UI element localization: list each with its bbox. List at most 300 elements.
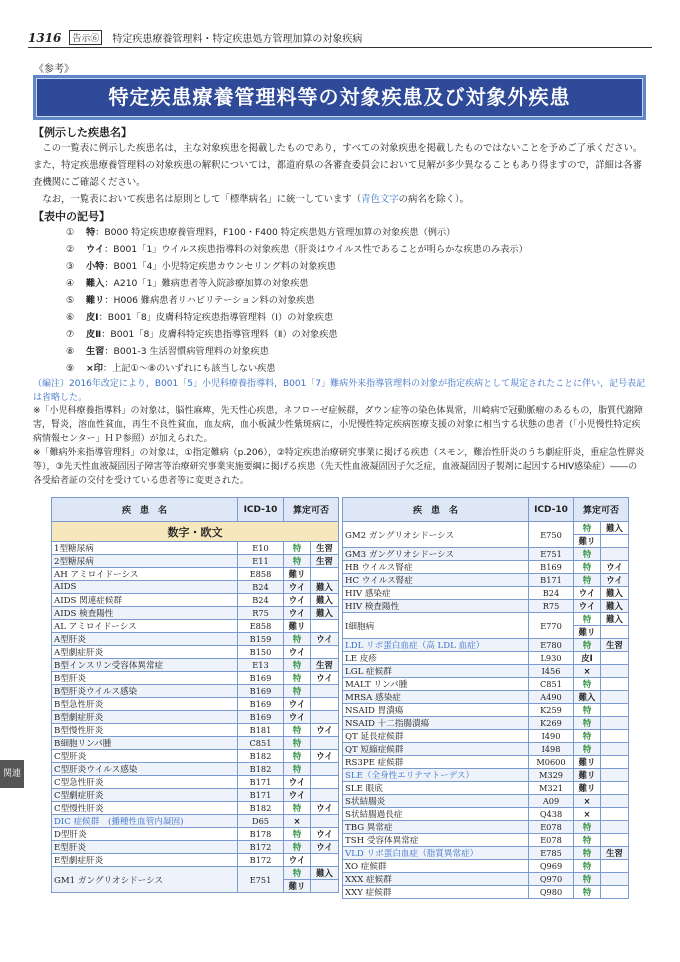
calc-mark-3: 難リ: [574, 535, 601, 548]
icd-code: B24: [238, 581, 284, 594]
table-row: [343, 795, 629, 808]
icd-code: B181: [238, 724, 284, 737]
icd-code: C851: [529, 678, 574, 691]
icd-code: E750: [529, 522, 574, 548]
disease-name: TBG 異常症: [343, 821, 529, 834]
disease-name: D型肝炎: [52, 828, 238, 841]
symbol-key: 難リ: [86, 295, 105, 306]
calc-mark-1: 皮Ⅰ: [574, 652, 601, 665]
page-number: 1316: [28, 31, 62, 45]
table-row: [343, 717, 629, 730]
icd-code: B182: [238, 750, 284, 763]
table-row: [343, 600, 629, 613]
disease-name: E型劇症肝炎: [52, 854, 238, 867]
symbol-key: ×印: [86, 363, 103, 374]
disease-name: S状結腸過長症: [343, 808, 529, 821]
calc-mark-1: ウイ: [574, 600, 601, 613]
table-row: [52, 750, 339, 763]
disease-name: GM1 ガングリオシドーシス: [52, 867, 238, 893]
icd-code: B150: [238, 646, 284, 659]
disease-name: B型肝炎ウイルス感染: [52, 685, 238, 698]
table-row: [343, 821, 629, 834]
calc-mark-2: [601, 652, 629, 665]
symbol-key: 小特: [86, 261, 105, 272]
table-row: [343, 886, 629, 899]
calc-mark-2: [601, 860, 629, 873]
calc-mark-2: ウイ: [601, 574, 629, 587]
calc-mark-2: 難入: [601, 613, 629, 626]
symbol-number: ①: [66, 227, 75, 238]
icd-code: Q438: [529, 808, 574, 821]
calc-mark-1: 特: [574, 860, 601, 873]
icd-code: B172: [238, 841, 284, 854]
calc-mark-2: [311, 737, 339, 750]
calc-mark-2: ウイ: [311, 672, 339, 685]
calc-mark-1: 特: [284, 633, 311, 646]
calc-mark-1: ウイ: [284, 711, 311, 724]
disease-name: SLE 眼底: [343, 782, 529, 795]
icd-code: Q980: [529, 886, 574, 899]
calc-mark-2: 難入: [311, 867, 339, 880]
table-row: [52, 841, 339, 854]
table-row: [343, 665, 629, 678]
disease-name: AL アミロイドーシス: [52, 620, 238, 633]
calc-mark-1: 特: [574, 613, 601, 626]
section-heading-examples: 【例示した疾患名】: [33, 126, 132, 139]
symbol-item: [66, 309, 646, 326]
symbol-desc: ：B000 特定疾患療養管理料，F100・F400 特定疾患処方管理加算の対象疾患（例示）: [95, 227, 456, 238]
icd-code: R75: [529, 600, 574, 613]
icd-code: Q970: [529, 873, 574, 886]
calc-mark-2: [601, 665, 629, 678]
calc-mark-2: [311, 568, 339, 581]
symbol-desc: ：B001「8」皮膚科特定疾患指導管理料（Ⅰ）の対象疾患: [98, 312, 334, 323]
calc-mark-2: 難入: [601, 600, 629, 613]
icd-code: B169: [238, 685, 284, 698]
disease-name: C型劇症肝炎: [52, 789, 238, 802]
disease-name: TSH 受容体異常症: [343, 834, 529, 847]
disease-name: LGL 症候群: [343, 665, 529, 678]
calc-mark-1: 特: [574, 886, 601, 899]
disease-name: GM2 ガングリオシドーシス: [343, 522, 529, 548]
symbol-item: [66, 241, 646, 258]
icd-code: M0600: [529, 756, 574, 769]
calc-mark-2: ウイ: [311, 802, 339, 815]
calc-mark-1: 特: [284, 542, 311, 555]
table-row: [343, 769, 629, 782]
symbol-item: [66, 224, 646, 241]
col-header-icd: ICD-10: [529, 498, 574, 522]
calc-mark-2: [601, 782, 629, 795]
calc-mark-1: 特: [574, 561, 601, 574]
icd-code: K259: [529, 704, 574, 717]
calc-mark-2: [311, 711, 339, 724]
icd-code: E770: [529, 613, 574, 639]
calc-mark-1: 特: [284, 659, 311, 672]
calc-mark-1: 難入: [574, 691, 601, 704]
disease-name: HIV 感染症: [343, 587, 529, 600]
calc-mark-1: ウイ: [284, 646, 311, 659]
table-row: [52, 698, 339, 711]
calc-mark-1: 特: [574, 847, 601, 860]
symbol-number: ②: [66, 244, 75, 255]
disease-name: B型インスリン受容体異常症: [52, 659, 238, 672]
calc-mark-1: 特: [574, 730, 601, 743]
symbol-desc: ：B001「8」皮膚科特定疾患指導管理料（Ⅱ）の対象疾患: [101, 329, 338, 340]
calc-mark-1: 難リ: [284, 620, 311, 633]
calc-mark-1: 特: [284, 672, 311, 685]
icd-code: B178: [238, 828, 284, 841]
calc-mark-2: [601, 717, 629, 730]
disease-name: HIV 検査陽性: [343, 600, 529, 613]
symbol-item: [66, 275, 646, 292]
calc-mark-1: 特: [574, 743, 601, 756]
calc-mark-1: ウイ: [284, 698, 311, 711]
icd-code: E13: [238, 659, 284, 672]
icd-code: E10: [238, 542, 284, 555]
calc-mark-1: ×: [284, 815, 311, 828]
calc-mark-empty: [601, 626, 629, 639]
symbol-key: 特: [86, 227, 96, 238]
calc-mark-2: [311, 763, 339, 776]
calc-mark-1: 特: [574, 834, 601, 847]
table-row: [52, 802, 339, 815]
calc-mark-1: 難リ: [284, 568, 311, 581]
calc-mark-1: 特: [574, 704, 601, 717]
calc-mark-2: 難入: [601, 587, 629, 600]
symbol-item: [66, 326, 646, 343]
col-header-icd: ICD-10: [238, 498, 284, 522]
icd-code: B169: [238, 672, 284, 685]
calc-mark-1: ウイ: [284, 607, 311, 620]
disease-table-left: [51, 497, 339, 893]
calc-mark-2: [601, 704, 629, 717]
table-row: [343, 808, 629, 821]
table-row: [52, 854, 339, 867]
disease-name: MALT リンパ腫: [343, 678, 529, 691]
col-header-calc: 算定可否: [574, 498, 629, 522]
disease-name: HB ウイルス腎症: [343, 561, 529, 574]
disease-name: QT 延長症候群: [343, 730, 529, 743]
disease-name: VLD リポ蛋白血症（脂質異常症）: [343, 847, 529, 860]
calc-mark-2: ウイ: [311, 750, 339, 763]
calc-mark-3: 難リ: [284, 880, 311, 893]
disease-name: AIDS 検査陽性: [52, 607, 238, 620]
calc-mark-1: 難リ: [574, 782, 601, 795]
disease-name: Ⅰ細胞病: [343, 613, 529, 639]
calc-mark-2: 生習: [311, 659, 339, 672]
calc-mark-1: ウイ: [284, 776, 311, 789]
table-row: [343, 743, 629, 756]
symbol-number: ⑨: [66, 363, 75, 374]
table-row: [52, 789, 339, 802]
calc-mark-1: ×: [574, 808, 601, 821]
symbol-desc: ：B001「1」ウイルス疾患指導料の対象疾患（肝炎はウイルス性であることが明らかな疾患のみ表示）: [104, 244, 528, 255]
disease-name: C型肝炎: [52, 750, 238, 763]
table-row: [52, 633, 339, 646]
table-row: [52, 620, 339, 633]
disease-name: LDL リポ蛋白血症（高 LDL 血症）: [343, 639, 529, 652]
icd-code: Q969: [529, 860, 574, 873]
icd-code: B24: [238, 594, 284, 607]
calc-mark-2: [601, 873, 629, 886]
calc-mark-2: [311, 620, 339, 633]
icd-code: M329: [529, 769, 574, 782]
calc-mark-1: 特: [284, 685, 311, 698]
table-row: [52, 646, 339, 659]
disease-name: AIDS 関連症候群: [52, 594, 238, 607]
table-row: [343, 730, 629, 743]
icd-code: I456: [529, 665, 574, 678]
disease-name: XO 症候群: [343, 860, 529, 873]
col-header-name: 疾 患 名: [52, 498, 238, 522]
table-row: [343, 652, 629, 665]
symbol-key: 難入: [86, 278, 105, 289]
table-row: [343, 756, 629, 769]
banner-title: 特定疾患療養管理料等の対象疾患及び対象外疾患: [33, 75, 646, 120]
disease-name: B型慢性肝炎: [52, 724, 238, 737]
icd-code: I490: [529, 730, 574, 743]
symbol-number: ④: [66, 278, 75, 289]
icd-code: B24: [529, 587, 574, 600]
calc-mark-2: [601, 821, 629, 834]
group-heading: 数字・欧文: [52, 522, 339, 542]
disease-name: GM3 ガングリオシドーシス: [343, 548, 529, 561]
disease-name: B細胞リンパ腫: [52, 737, 238, 750]
table-row: [52, 685, 339, 698]
icd-code: B182: [238, 802, 284, 815]
calc-mark-1: 難リ: [574, 756, 601, 769]
table-row: [343, 782, 629, 795]
calc-mark-1: ウイ: [284, 854, 311, 867]
disease-name: B型劇症肝炎: [52, 711, 238, 724]
icd-code: A490: [529, 691, 574, 704]
calc-mark-2: 生習: [601, 847, 629, 860]
table-row: [343, 847, 629, 860]
disease-name: B型肝炎: [52, 672, 238, 685]
disease-name: MRSA 感染症: [343, 691, 529, 704]
disease-name: B型急性肝炎: [52, 698, 238, 711]
icd-code: E858: [238, 568, 284, 581]
calc-mark-1: 特: [574, 717, 601, 730]
disease-name: XXY 症候群: [343, 886, 529, 899]
disease-name: LE 皮疹: [343, 652, 529, 665]
disease-name: E型肝炎: [52, 841, 238, 854]
notice-tag: 告示⑥: [69, 30, 102, 45]
calc-mark-2: 難入: [601, 522, 629, 535]
calc-mark-2: [601, 808, 629, 821]
disease-name: 1型糖尿病: [52, 542, 238, 555]
symbol-item: [66, 258, 646, 275]
calc-mark-2: [311, 815, 339, 828]
calc-mark-1: 特: [284, 802, 311, 815]
icd-code: R75: [238, 607, 284, 620]
symbol-item: [66, 292, 646, 309]
calc-mark-1: 特: [574, 873, 601, 886]
calc-mark-1: 特: [284, 828, 311, 841]
calc-mark-1: 特: [284, 750, 311, 763]
calc-mark-2: [311, 854, 339, 867]
disease-name: AIDS: [52, 581, 238, 594]
calc-mark-2: [601, 756, 629, 769]
icd-code: B171: [529, 574, 574, 587]
calc-mark-1: 特: [284, 555, 311, 568]
editor-note: （編注）2016年改定により，B001「5」小児科療養指導料，B001「7」難病外来指導管理料の対象が指定疾病として規定されたことに伴い，記号表記は省略した。: [33, 379, 646, 403]
calc-mark-2: [311, 698, 339, 711]
calc-mark-2: 生習: [601, 639, 629, 652]
icd-code: C851: [238, 737, 284, 750]
table-row: [52, 568, 339, 581]
calc-mark-1: 特: [574, 821, 601, 834]
calc-mark-2: 難入: [311, 594, 339, 607]
calc-mark-2: [601, 795, 629, 808]
table-row: [52, 724, 339, 737]
calc-mark-2: 難入: [311, 607, 339, 620]
calc-mark-2: [311, 789, 339, 802]
disease-name: NSAID 十二指腸潰瘍: [343, 717, 529, 730]
symbol-number: ⑦: [66, 329, 75, 340]
calc-mark-1: 特: [574, 639, 601, 652]
table-row: [52, 828, 339, 841]
icd-code: D65: [238, 815, 284, 828]
calc-mark-1: ウイ: [284, 594, 311, 607]
disease-name: AH アミロイドーシス: [52, 568, 238, 581]
calc-mark-empty: [601, 535, 629, 548]
col-header-name: 疾 患 名: [343, 498, 529, 522]
calc-mark-2: [601, 769, 629, 782]
table-row: [52, 672, 339, 685]
disease-name: C型急性肝炎: [52, 776, 238, 789]
calc-mark-2: 生習: [311, 542, 339, 555]
table-row: [52, 776, 339, 789]
calc-mark-1: 特: [574, 574, 601, 587]
calc-mark-1: 特: [284, 737, 311, 750]
header-title: 特定疾患療養管理料・特定疾患処方管理加算の対象疾病: [112, 34, 363, 45]
section-heading-symbols: 【表中の記号】: [33, 210, 110, 223]
calc-mark-1: 特: [574, 522, 601, 535]
table-row: [343, 873, 629, 886]
table-row: [343, 860, 629, 873]
calc-mark-2: [601, 834, 629, 847]
disease-name: NSAID 胃潰瘍: [343, 704, 529, 717]
disease-name: RS3PE 症候群: [343, 756, 529, 769]
symbol-item: [66, 360, 646, 377]
table-row: [52, 594, 339, 607]
table-row: [343, 639, 629, 652]
calc-mark-1: ×: [574, 665, 601, 678]
table-row: [52, 542, 339, 555]
calc-mark-1: 特: [284, 867, 311, 880]
disease-name: A型肝炎: [52, 633, 238, 646]
calc-mark-1: ウイ: [284, 789, 311, 802]
calc-mark-2: [311, 646, 339, 659]
table-row: [343, 522, 629, 535]
table-row: [343, 548, 629, 561]
calc-mark-2: [601, 886, 629, 899]
icd-code: E785: [529, 847, 574, 860]
icd-code: B169: [238, 698, 284, 711]
intractable-note: ※「難病外来指導管理料」の対象は，①指定難病（p.206），②特定疾患治療研究事業に掲げる疾患（スモン，難治性肝炎のうち劇症肝炎，重症急性膵炎等），③先天性血液凝固因子障害等治療研究事業実施要綱に掲げる疾患（先天性血液凝固因子欠乏症，血液凝固因子製剤に起因するHIV感染症）――の各受給者証の交付を受けている患者等に変更された。: [33, 448, 645, 486]
calc-mark-2: [601, 691, 629, 704]
symbol-number: ⑥: [66, 312, 75, 323]
symbol-key: 生習: [86, 346, 105, 357]
calc-mark-1: 特: [574, 678, 601, 691]
icd-code: B182: [238, 763, 284, 776]
disease-name: C型慢性肝炎: [52, 802, 238, 815]
disease-name: S状結腸炎: [343, 795, 529, 808]
reference-label: 《参考》: [34, 64, 74, 75]
running-header: [28, 28, 652, 48]
symbol-item: [66, 343, 646, 360]
disease-name: SLE（全身性エリテマトーデス）: [343, 769, 529, 782]
pediatric-note: ※「小児科療養指導料」の対象は，脳性麻痺，先天性心疾患，ネフローゼ症候群，ダウン症等の染色体異常，川崎病で冠動脈瘤のあるもの，脂質代謝障害，腎炎，溶血性貧血，再生不良性貧血，血友病，血小板減少性紫斑病に，小児慢性特定疾病医療支援の対象に相当する状態の患者（「小児慢性特定疾病情報センター」ＨＰ参照）が加えられた。: [33, 406, 644, 444]
symbol-key: ウイ: [86, 244, 105, 255]
disease-name: QT 短縮症候群: [343, 743, 529, 756]
blue-text-label: 青色文字: [361, 194, 399, 205]
calc-mark-2: 生習: [311, 555, 339, 568]
table-row: [52, 711, 339, 724]
icd-code: B171: [238, 776, 284, 789]
side-tab: 関連: [0, 760, 24, 788]
icd-code: K269: [529, 717, 574, 730]
icd-code: E11: [238, 555, 284, 568]
calc-mark-2: 難入: [311, 581, 339, 594]
calc-mark-1: ×: [574, 795, 601, 808]
disease-name: C型肝炎ウイルス感染: [52, 763, 238, 776]
table-row: [52, 815, 339, 828]
disease-table-right: [342, 497, 629, 899]
icd-code: B171: [238, 789, 284, 802]
table-row: [343, 691, 629, 704]
intro-paragraph: この一覧表に例示した疾患名は，主な対象疾患を掲載したものであり，すべての対象疾患を掲載したものではないことを予めご了承ください。また，特定疾患療養管理料の対象疾患の解釈については，都道府県の各審査委員会において見解が多少異なることもあり得ますので，詳細は各審査機関にご確認ください。: [33, 143, 643, 188]
calc-mark-3: 難リ: [574, 626, 601, 639]
disease-name: HC ウイルス腎症: [343, 574, 529, 587]
symbol-number: ⑧: [66, 346, 75, 357]
calc-mark-empty: [311, 880, 339, 893]
table-row: [52, 659, 339, 672]
symbol-desc: ：A210「1」難病患者等入院診療加算の対象疾患: [104, 278, 309, 289]
symbol-desc: ：H006 難病患者リハビリテーション料の対象疾患: [104, 295, 315, 306]
icd-code: E751: [238, 867, 284, 893]
calc-mark-2: [311, 776, 339, 789]
icd-code: I498: [529, 743, 574, 756]
table-row: [343, 704, 629, 717]
icd-code: E780: [529, 639, 574, 652]
icd-code: B172: [238, 854, 284, 867]
calc-mark-2: ウイ: [311, 828, 339, 841]
calc-mark-2: [601, 548, 629, 561]
calc-mark-2: [311, 685, 339, 698]
icd-code: E751: [529, 548, 574, 561]
calc-mark-2: ウイ: [311, 841, 339, 854]
calc-mark-2: [601, 730, 629, 743]
disease-name: A型劇症肝炎: [52, 646, 238, 659]
table-row: [343, 574, 629, 587]
calc-mark-2: ウイ: [311, 724, 339, 737]
calc-mark-1: 特: [574, 548, 601, 561]
table-row: [52, 607, 339, 620]
calc-mark-1: 難リ: [574, 769, 601, 782]
note-paragraph: なお，一覧表において疾患名は原則として「標準病名」に統一しています（青色文字の病名を除く）。: [42, 194, 469, 205]
symbol-number: ⑤: [66, 295, 75, 306]
table-row: [52, 867, 339, 880]
calc-mark-1: 特: [284, 724, 311, 737]
calc-mark-1: ウイ: [284, 581, 311, 594]
calc-mark-2: ウイ: [601, 561, 629, 574]
icd-code: E078: [529, 834, 574, 847]
table-row: [343, 561, 629, 574]
icd-code: E858: [238, 620, 284, 633]
